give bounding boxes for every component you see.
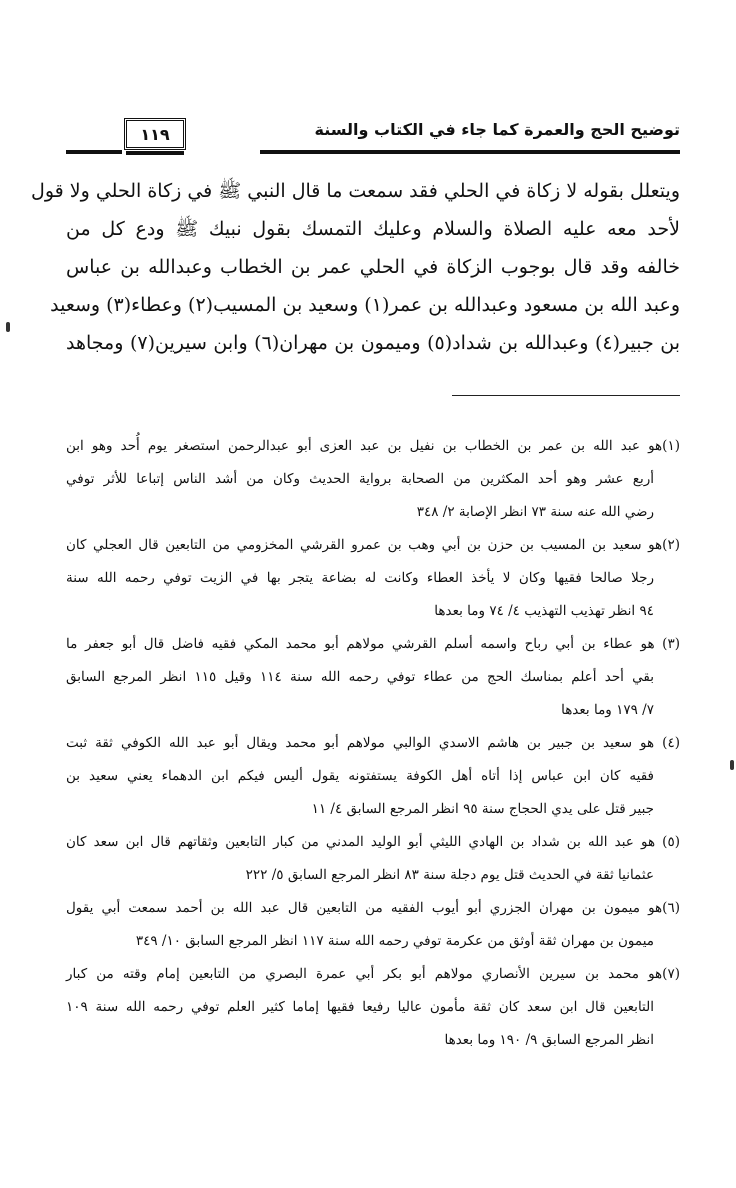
footnote-line: (٤) هو سعيد بن جبير بن هاشم الاسدي الوالبي مولاهم أبو محمد ويقال أبو عبد الله الكوفي ثقة ثبت: [66, 735, 680, 751]
footnote-line: (٧)هو محمد بن سيرين الأنصاري مولاهم أبو بكر أبي عمرة البصري من التابعين إمام وقته من كبار: [66, 966, 680, 982]
footnote-line: عثمانيا ثقة في الحديث قتل يوم دجلة سنة ٨٣ انظر المرجع السابق ٥/ ٢٢٢: [245, 867, 654, 883]
running-title: توضيح الحج والعمرة كما جاء في الكتاب والسنة: [314, 120, 680, 139]
footnote-3: [66, 628, 680, 727]
footnote-separator: [452, 395, 680, 396]
footnote-line: انظر المرجع السابق ٩/ ١٩٠ وما بعدها: [444, 1032, 654, 1048]
footnote-line: التابعين قال ابن سعد كان ثقة مأمون عاليا رفيعا فقيها إماما كثير العلم توفي رحمه الله سنة ١٠٩: [66, 999, 654, 1015]
header-rule-left: [66, 150, 122, 154]
footnote-line: (١)هو عبد الله بن عمر بن الخطاب بن نفيل بن عبد العزى أبو عبدالرحمن استصغر يوم أُحد وهو ابن: [66, 438, 680, 454]
footnote-6: [66, 892, 680, 958]
main-line: بن جبير(٤) وعبدالله بن شداد(٥) وميمون بن مهران(٦) وابن سيرين(٧) ومجاهد: [66, 332, 681, 354]
footnote-line: (٢)هو سعيد بن المسيب بن حزن بن أبي وهب بن عمرو القرشي المخزومي من التابعين قال العجلي كان: [66, 537, 680, 553]
main-line: ويتعلل بقوله لا زكاة في الحلي فقد سمعت ما قال النبي ﷺ في زكاة الحلي ولا قول: [31, 180, 680, 202]
footnote-4: [66, 727, 680, 826]
scan-mark: [730, 760, 734, 770]
footnote-line: ٧/ ١٧٩ وما بعدها: [561, 702, 654, 718]
footnote-line: رجلا صالحا فقيها وكان لا يأخذ العطاء وكانت له بضاعة يتجر بها في الزيت توفي رحمه الله سنة: [66, 570, 654, 586]
footnote-5: [66, 826, 680, 892]
main-line: لأحد معه عليه الصلاة والسلام وعليك التمسك بقول نبيك ﷺ ودع كل من: [66, 218, 680, 240]
scan-mark: [6, 322, 10, 332]
footnote-line: (٦)هو ميمون بن مهران الجزري أبو أيوب الفقيه من التابعين قال عبد الله بن أحمد سمعت أبي يقول: [66, 900, 680, 916]
footnote-line: (٣) هو عطاء بن أبي رباح واسمه أسلم القرشي مولاهم أبو محمد المكي فقيه فاضل قال أبو جعفر ما: [66, 636, 680, 652]
main-text: [31, 172, 681, 362]
footnote-1: [66, 430, 680, 529]
main-line: وعبد الله بن مسعود وعبدالله بن عمر(١) وسعيد بن المسيب(٢) وعطاء(٣) وسعيد: [50, 294, 680, 316]
footnotes: [66, 430, 680, 1057]
footnote-2: [66, 529, 680, 628]
page-number: ١١٩: [124, 118, 186, 150]
footnote-line: بقي أحد أعلم بمناسك الحج من عطاء توفي رحمه الله سنة ١١٤ وقيل ١١٥ انظر المرجع السابق: [66, 669, 654, 685]
footnote-line: أربع عشر وهو أحد المكثرين من الصحابة برواية الحديث وكان من أشد الناس إتباعا للأثر توفي: [66, 471, 654, 487]
footnote-line: (٥) هو عبد الله بن شداد بن الهادي الليثي أبو الوليد المدني من كبار التابعين وثقاتهم قال ابن سعد كان: [66, 834, 680, 850]
footnote-line: رضي الله عنه سنة ٧٣ انظر الإصابة ٢/ ٣٤٨: [416, 504, 654, 520]
footnote-line: فقيه كان ابن عباس إذا أتاه أهل الكوفة يستفتونه يقول أليس فيكم ابن الدهماء يعني سعيد بن: [66, 768, 654, 784]
page-header: [66, 118, 680, 158]
footnote-line: ٩٤ انظر تهذيب التهذيب ٤/ ٧٤ وما بعدها: [434, 603, 654, 619]
header-rule: [260, 150, 680, 154]
main-line: خالفه وقد قال بوجوب الزكاة في الحلي عمر بن الخطاب وعبدالله بن عباس: [66, 256, 680, 278]
footnote-line: ميمون بن مهران ثقة أوثق من عكرمة توفي رحمه الله سنة ١١٧ انظر المرجع السابق ١٠/ ٣٤٩: [135, 933, 654, 949]
footnote-7: [66, 958, 680, 1057]
footnote-line: جبير قتل على يدي الحجاج سنة ٩٥ انظر المرجع السابق ٤/ ١١: [311, 801, 654, 817]
